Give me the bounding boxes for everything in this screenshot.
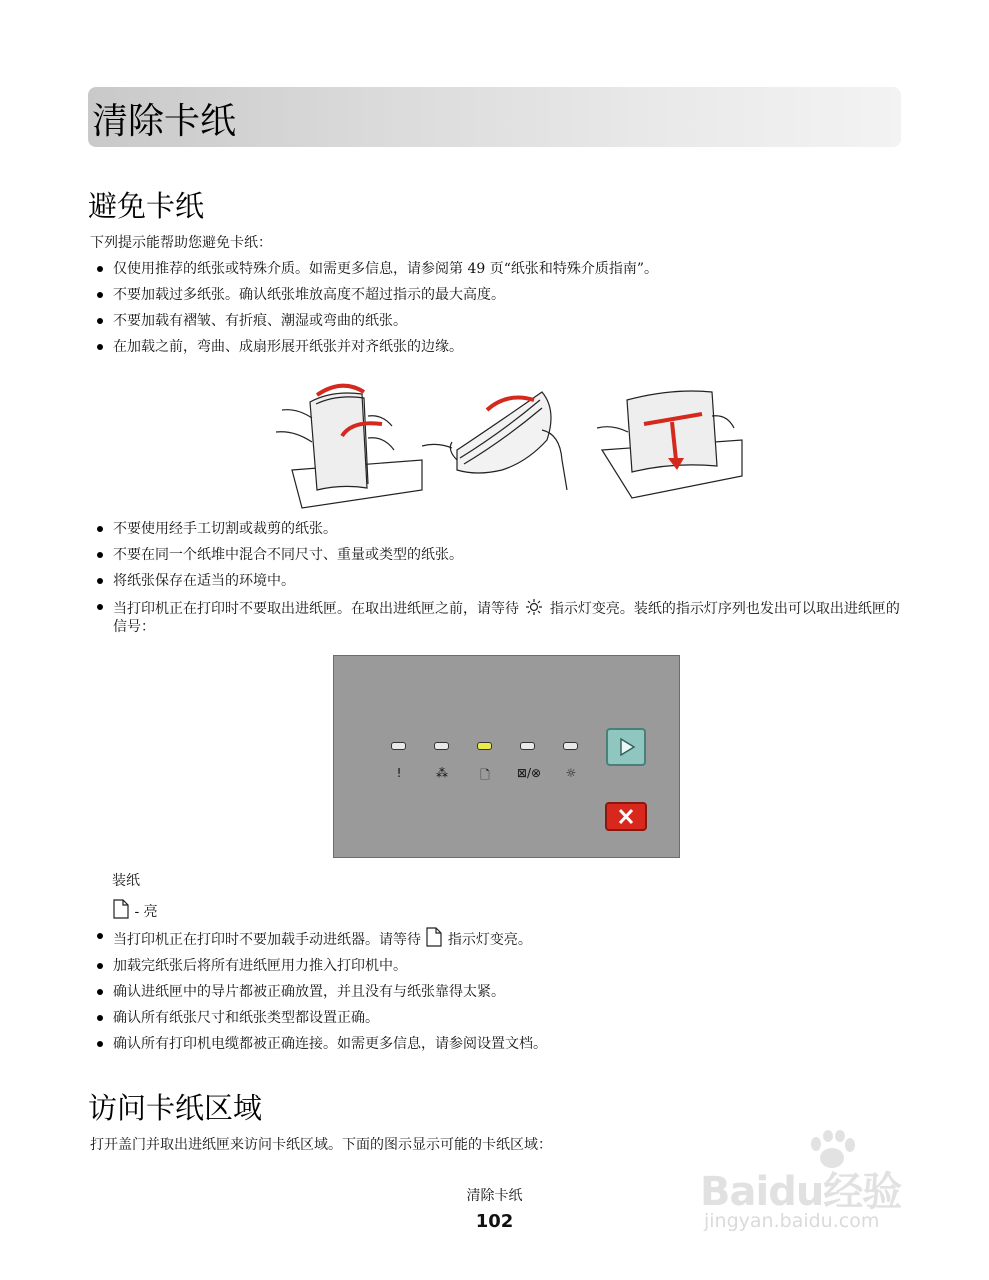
tip-tray-text-after: 指示灯变亮。装纸的指示灯序列也发出可以取出进纸匣的信号： (113, 601, 900, 635)
baidu-watermark (700, 1130, 935, 1245)
tip-manual-text-after: 指示灯变亮。 (447, 932, 532, 948)
watermark-brand: Baidu经验 (700, 1169, 902, 1215)
paper-handling-illustration (272, 380, 752, 512)
list-item: 在加载之前，弯曲、成扇形展开纸张并对齐纸张的边缘。 (90, 338, 900, 356)
list-item: 加载完纸张后将所有进纸匣用力推入打印机中。 (90, 957, 900, 975)
tip-tray-text-before: 当打印机正在打印时不要取出进纸匣。在取出进纸匣之前，请等待 (113, 601, 519, 617)
legend-text: - 亮 (134, 904, 158, 920)
play-icon (608, 730, 644, 764)
paper-jam-icon: ⁂ (436, 766, 448, 780)
list-item: 确认所有纸张尺寸和纸张类型都设置正确。 (90, 1009, 900, 1027)
tip-manual-text-before: 当打印机正在打印时不要加载手动进纸器。请等待 (113, 932, 421, 948)
ready-led (563, 742, 578, 750)
toner-icon: ⊠/⊗ (516, 766, 542, 780)
watermark-url: jingyan.baidu.com (704, 1210, 880, 1232)
stop-button[interactable] (605, 802, 647, 831)
go-button[interactable] (606, 728, 646, 766)
fan-paper-figure (422, 392, 567, 490)
load-paper-led (477, 742, 492, 750)
page-number: 102 (475, 1211, 514, 1232)
list-item (90, 598, 900, 636)
list-item: 不要加载有褶皱、有折痕、潮湿或弯曲的纸张。 (90, 312, 900, 330)
tips-list-b (90, 520, 900, 636)
tips-list-a (90, 260, 900, 356)
list-item: 将纸张保存在适当的环境中。 (90, 572, 900, 590)
ready-light-icon (523, 598, 545, 616)
list-item: 确认进纸匣中的导片都被正确放置，并且没有与纸张靠得太紧。 (90, 983, 900, 1001)
list-item: 不要加载过多纸张。确认纸张堆放高度不超过指示的最大高度。 (90, 286, 900, 304)
list-item: 确认所有打印机电缆都被正确连接。如需更多信息，请参阅设置文档。 (90, 1035, 900, 1053)
list-item: 仅使用推荐的纸张或特殊介质。如需更多信息，请参阅第 49 页“纸张和特殊介质指南”。 (90, 260, 900, 278)
list-item: 不要在同一个纸堆中混合不同尺寸、重量或类型的纸张。 (90, 546, 900, 564)
section-intro: 打开盖门并取出进纸匣来访问卡纸区域。下面的图示显示可能的卡纸区域： (90, 1137, 552, 1153)
close-icon (607, 804, 645, 829)
tips-list-c (90, 927, 900, 1053)
operator-panel (333, 655, 680, 858)
page-icon (425, 927, 443, 947)
legend-line (112, 899, 158, 921)
align-paper-figure (597, 391, 742, 498)
paper-jam-led (434, 742, 449, 750)
error-icon: ! (396, 766, 402, 780)
flex-paper-figure (276, 386, 422, 508)
section-intro: 下列提示能帮助您避免卡纸： (90, 235, 272, 251)
page-icon (112, 899, 130, 919)
panel-caption: 装纸 (112, 873, 140, 889)
list-item: 不要使用经手工切割或裁剪的纸张。 (90, 520, 900, 538)
section-heading-avoid-jams: 避免卡纸 (88, 189, 205, 223)
footer-title: 清除卡纸 (466, 1188, 523, 1204)
list-item (90, 927, 900, 949)
ready-icon: ☼ (565, 766, 577, 780)
load-paper-icon: 🗋 (480, 768, 490, 782)
toner-led (520, 742, 535, 750)
chapter-title: 清除卡纸 (92, 101, 237, 142)
error-led (391, 742, 406, 750)
chapter-banner (88, 87, 901, 147)
section-heading-access-jam-areas: 访问卡纸区域 (88, 1091, 263, 1125)
